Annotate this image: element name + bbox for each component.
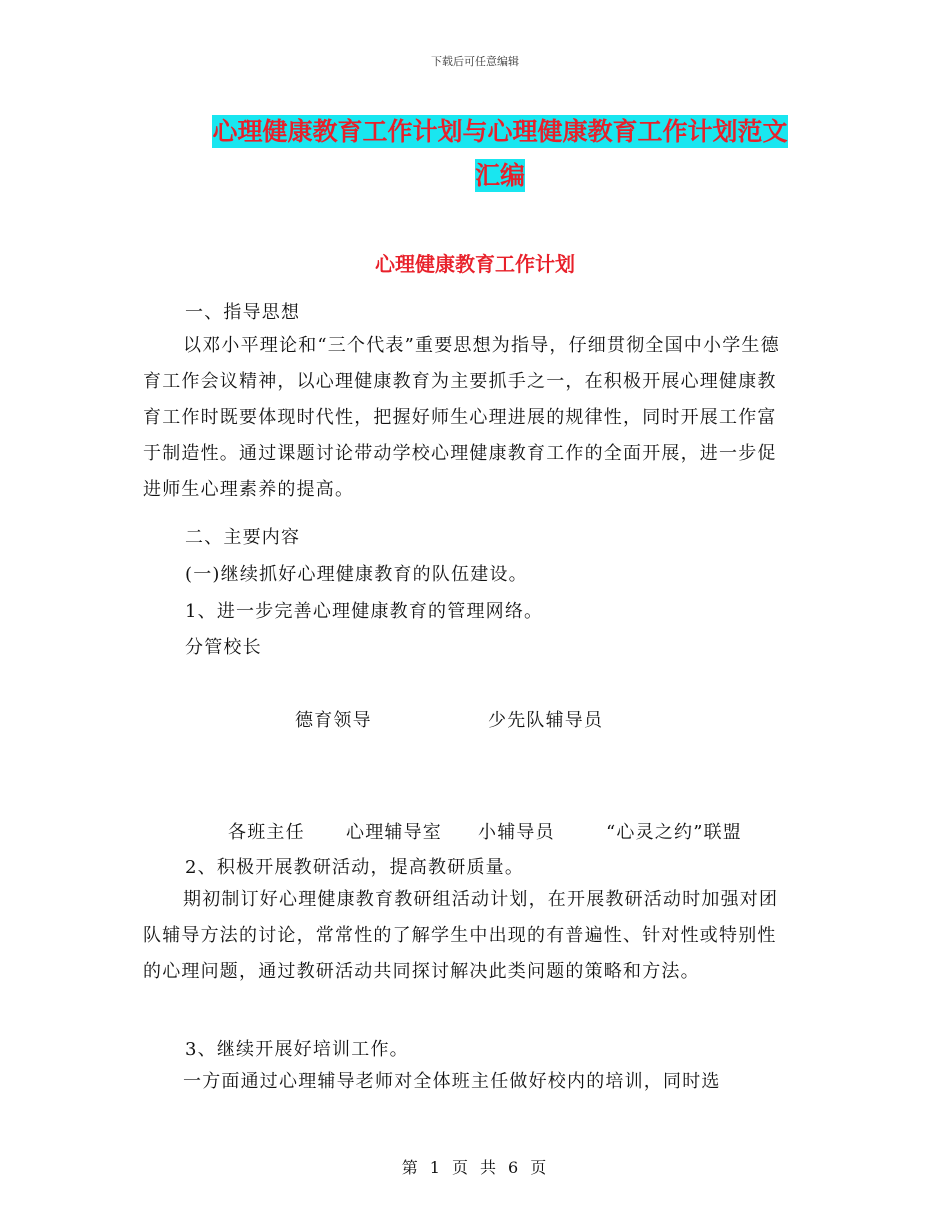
page-unit: 页 <box>451 1158 470 1177</box>
page-footer <box>0 1155 950 1178</box>
item-management-network: 1、进一步完善心理健康教育的管理网络。 <box>185 601 544 622</box>
paragraph-research-activities: 期初制订好心理健康教育教研组活动计划，在开展教研活动时加强对团队辅导方法的讨论，常常性的了解学生中出现的有普遍性、针对性或特别性的心理问题，通过教研活动共同探讨解决此类问题的策略和方法。 <box>143 889 779 982</box>
document-title <box>190 110 810 198</box>
item-research-activities: 2、积极开展教研活动，提高教研质量。 <box>185 857 525 878</box>
total-unit: 页 <box>530 1158 549 1177</box>
org-bottom-node: 小辅导员 <box>478 822 555 843</box>
heading-main-content: 二、主要内容 <box>185 527 301 548</box>
paragraph-training: 一方面通过心理辅导老师对全体班主任做好校内的培训，同时选 <box>183 1071 721 1092</box>
title-line-1: 心理健康教育工作计划与心理健康教育工作计划范文 <box>212 117 788 146</box>
item-training: 3、继续开展好培训工作。 <box>185 1039 409 1060</box>
section-title: 心理健康教育工作计划 <box>375 252 575 276</box>
org-bottom-node: 各班主任 <box>228 822 305 843</box>
org-bottom-node: 心理辅导室 <box>346 822 442 843</box>
org-bottom-node: “心灵之约”联盟 <box>606 822 743 843</box>
total-label: 共 <box>480 1158 499 1177</box>
title-line-2: 汇编 <box>474 161 525 190</box>
heading-guiding-thought: 一、指导思想 <box>185 302 301 323</box>
total-pages: 6 <box>508 1158 521 1177</box>
subheading-team-building: (一)继续抓好心理健康教育的队伍建设。 <box>185 564 528 585</box>
paragraph-guiding-thought: 以邓小平理论和“三个代表”重要思想为指导，仔细贯彻全国中小学生德育工作会议精神，以心理健康教育为主要抓手之一，在积极开展心理健康教育工作时既要体现时代性，把握好师生心理进展的规律性，同时开展工作富于制造性。通过课题讨论带动学校心理健康教育工作的全面开展，进一步促进师生心理素养的提高。 <box>143 335 780 500</box>
header-note: 下载后可任意编辑 <box>431 55 519 68</box>
page-label: 第 <box>401 1158 420 1177</box>
page-number: 1 <box>429 1158 442 1177</box>
org-mid-right-node: 少先队辅导员 <box>488 710 604 731</box>
org-mid-left-node: 德育领导 <box>295 710 372 731</box>
org-top-node: 分管校长 <box>185 637 262 658</box>
